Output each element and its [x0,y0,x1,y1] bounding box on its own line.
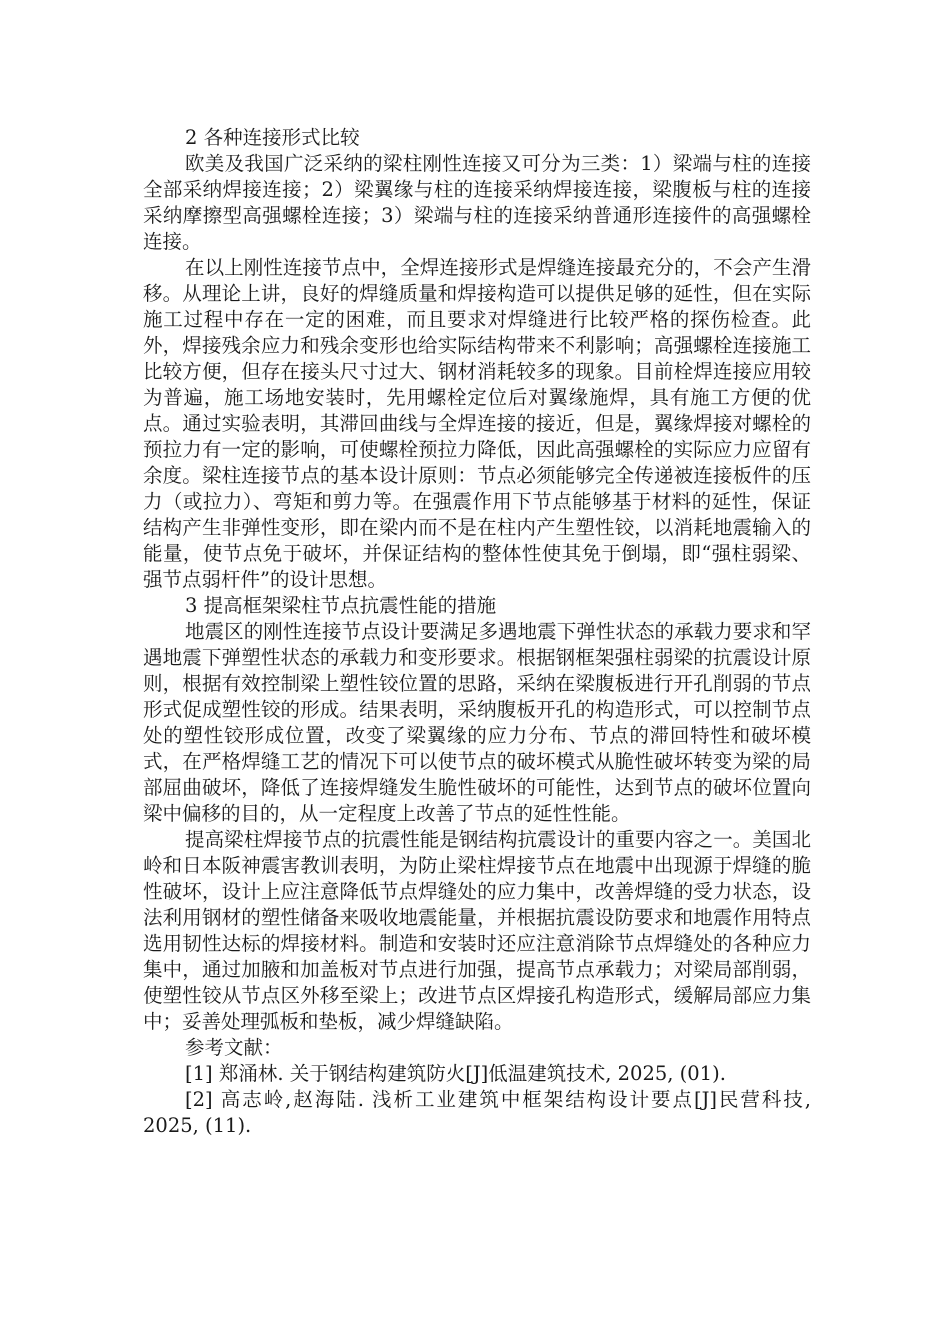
section-2-paragraph-1: 欧美及我国广泛采纳的梁柱刚性连接又可分为三类：1）梁端与柱的连接全部采纳焊接连接；2）梁翼缘与柱的连接采纳焊接连接，梁腹板与柱的连接采纳摩擦型高强螺栓连接；3）梁端与柱的连接采纳普通形连接件的高强螺栓连接。 [143,152,811,253]
section-2-heading: 2 各种连接形式比较 [185,126,360,149]
reference-item-2: [2] 高志岭,赵海陆. 浅析工业建筑中框架结构设计要点[J]民营科技, 2025, (11). [143,1088,811,1137]
section-2-paragraph-2: 在以上刚性连接节点中，全焊连接形式是焊缝连接最充分的，不会产生滑移。从理论上讲，良好的焊缝质量和焊接构造可以提供足够的延性，但在实际施工过程中存在一定的困难，而且要求对焊缝进行比较严格的探伤检查。此外，焊接残余应力和残余变形也给实际结构带来不利影响；高强螺栓连接施工比较方便，但存在接头尺寸过大、钢材消耗较多的现象。目前栓焊连接应用较为普遍，施工场地安装时，先用螺栓定位后对翼缘施焊，具有施工方便的优点。通过实验表明，其滞回曲线与全焊连接的接近，但是，翼缘焊接对螺栓的预拉力有一定的影响，可使螺栓预拉力降低，因此高强螺栓的实际应力应留有余度。梁柱连接节点的基本设计原则：节点必须能够完全传递被连接板件的压力（或拉力）、弯矩和剪力等。在强震作用下节点能够基于材料的延性，保证结构产生非弹性变形，即在梁内而不是在柱内产生塑性铰，以消耗地震输入的能量，使节点免于破坏，并保证结构的整体性使其免于倒塌，即“强柱弱梁、强节点弱杆件”的设计思想。 [143,256,811,591]
references-heading: 参考文献： [185,1036,283,1059]
document-body [143,125,811,1139]
section-3-paragraph-1: 地震区的刚性连接节点设计要满足多遇地震下弹性状态的承载力要求和罕遇地震下弹塑性状态的承载力和变形要求。根据钢框架强柱弱梁的抗震设计原则，根据有效控制梁上塑性铰位置的思路，采纳在梁腹板进行开孔削弱的节点形式促成塑性铰的形成。结果表明，采纳腹板开孔的构造形式，可以控制节点处的塑性铰形成位置，改变了梁翼缘的应力分布、节点的滞回特性和破坏模式，在严格焊缝工艺的情况下可以使节点的破坏模式从脆性破坏转变为梁的局部屈曲破坏，降低了连接焊缝发生脆性破坏的可能性，达到节点的破坏位置向梁中偏移的目的，从一定程度上改善了节点的延性性能。 [143,620,811,825]
section-3-paragraph-2: 提高梁柱焊接节点的抗震性能是钢结构抗震设计的重要内容之一。美国北岭和日本阪神震害教训表明，为防止梁柱焊接节点在地震中出现源于焊缝的脆性破坏，设计上应注意降低节点焊缝处的应力集中，改善焊缝的受力状态，设法利用钢材的塑性储备来吸收地震能量，并根据抗震设防要求和地震作用特点选用韧性达标的焊接材料。制造和安装时还应注意消除节点焊缝处的各种应力集中，通过加腋和加盖板对节点进行加强，提高节点承载力；对梁局部削弱，使塑性铰从节点区外移至梁上；改进节点区焊接孔构造形式，缓解局部应力集中；妥善处理弧板和垫板，减少焊缝缺陷。 [143,828,811,1033]
reference-item-1: [1] 郑涌林. 关于钢结构建筑防火[J]低温建筑技术, 2025, (01). [185,1062,726,1085]
section-3-heading: 3 提高框架梁柱节点抗震性能的措施 [185,594,497,617]
